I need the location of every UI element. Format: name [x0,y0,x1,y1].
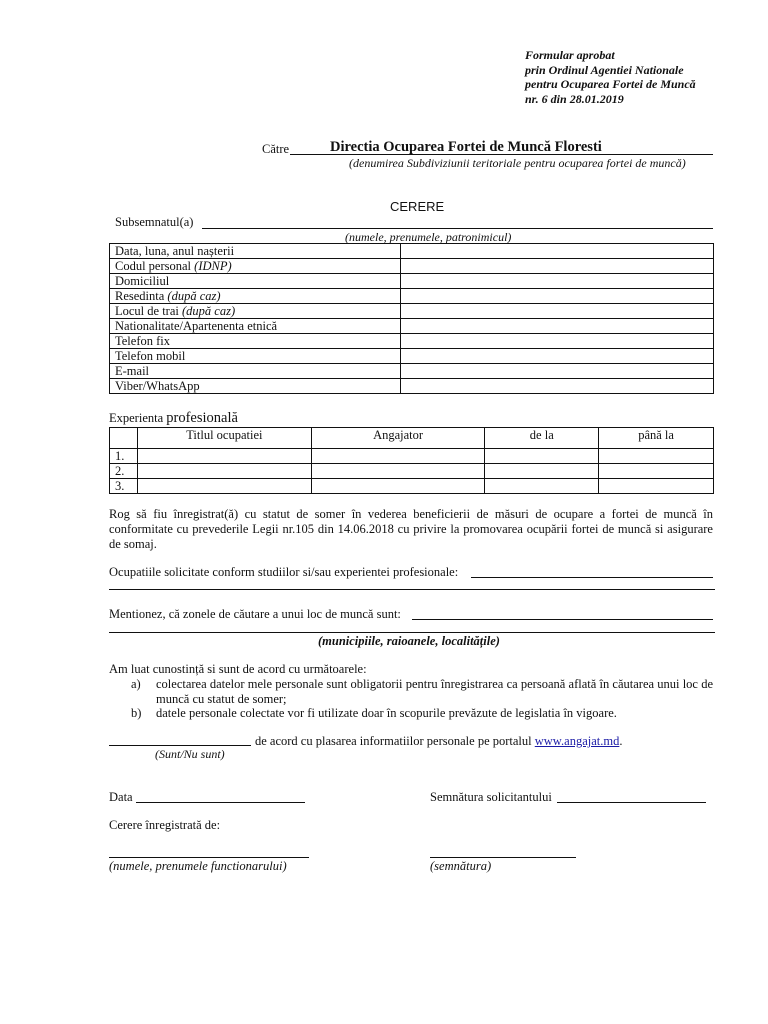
field-value-cell[interactable] [400,244,713,259]
recipient-label: Către [262,142,290,156]
official-signature-line[interactable] [430,857,576,858]
field-label: Nationalitate/Apartenenta etnică [110,319,401,334]
table-row [110,259,714,274]
zones-line-2[interactable] [109,632,715,633]
zones-label: Mentionez, că zonele de căutare a unui loc de muncă sunt: [109,607,401,621]
table-row [110,304,714,319]
table-row [110,319,714,334]
field-value-cell[interactable] [400,289,713,304]
from-date-cell[interactable] [485,479,599,494]
row-number: 3. [110,479,138,494]
row-number: 1. [110,449,138,464]
employer-cell[interactable] [311,464,485,479]
to-date-cell[interactable] [599,479,714,494]
table-row [110,479,714,494]
table-row [110,364,714,379]
date-label: Data [109,790,133,804]
agreement-text: de acord cu plasarea informatiilor personale pe portalul www.angajat.md. [255,734,623,748]
occupation-cell[interactable] [137,464,311,479]
field-value-cell[interactable] [400,304,713,319]
form-title: CERERE [390,199,445,214]
approval-note [525,48,740,106]
field-label: Codul personal (IDNP) [110,259,401,274]
occupations-line-2[interactable] [109,589,715,590]
consent-item: colectarea datelor mele personale sunt obligatorii pentru înregistrarea ca persoană aflată în căutarea unui loc de muncă cu statut de somer; [156,677,713,706]
experience-table [109,427,714,494]
zones-hint: (municipiile, raioanele, localitățile) [318,634,500,648]
request-paragraph: Rog să fiu înregistrat(ă) cu statut de somer în vederea beneficierii de măsuri de ocupare a fortei de muncă în conformitate cu prevederile Legii nr.105 din 14.06.2018 cu privire la promovarea ocupării fortei de muncă si asigurare de somaj. [109,507,713,551]
personal-data-table [109,243,714,394]
field-label: Data, luna, anul nașterii [110,244,401,259]
occupation-cell[interactable] [137,479,311,494]
approval-line: nr. 6 din 28.01.2019 [525,91,624,106]
table-row [110,349,714,364]
from-date-cell[interactable] [485,449,599,464]
consent-item: datele personale colectate vor fi utilizate doar în scopurile prevăzute de legislatia în vigoare. [156,706,617,720]
table-row [110,379,714,394]
table-row [110,289,714,304]
registered-label: Cerere înregistrată de: [109,818,221,832]
consent-intro: Am luat cunostință si sunt de acord cu următoarele: [109,662,367,676]
signature-line[interactable] [557,802,706,803]
official-name-hint: (numele, prenumele functionarului) [109,859,287,873]
table-row [110,334,714,349]
agreement-line[interactable] [109,745,251,746]
field-label: E-mail [110,364,401,379]
field-label: Domiciliul [110,274,401,289]
column-header: până la [599,428,714,449]
zones-line[interactable] [412,619,713,620]
applicant-label: Subsemnatul(a) [115,215,194,229]
field-label: Resedinta (după caz) [110,289,401,304]
approval-line: pentru Ocuparea Fortei de Muncă [525,77,696,91]
employer-cell[interactable] [311,479,485,494]
approval-line: prin Ordinul Agentiei Nationale [525,62,684,77]
portal-link[interactable]: www.angajat.md [534,734,620,748]
occupations-line[interactable] [471,577,713,578]
consent-marker: b) [131,706,142,720]
approval-line: Formular aprobat [525,48,615,62]
experience-heading: Experienta profesională [109,410,238,426]
field-value-cell[interactable] [400,334,713,349]
official-signature-hint: (semnătura) [430,859,492,873]
field-label: Locul de trai (după caz) [110,304,401,319]
applicant-name-line[interactable] [202,228,713,229]
column-header: Titlul ocupatiei [137,428,311,449]
to-date-cell[interactable] [599,464,714,479]
field-label: Telefon fix [110,334,401,349]
to-date-cell[interactable] [599,449,714,464]
applicant-hint: (numele, prenumele, patronimicul) [345,230,512,244]
official-name-line[interactable] [109,857,309,858]
field-value-cell[interactable] [400,379,713,394]
column-header [110,428,138,449]
field-value-cell[interactable] [400,319,713,334]
table-row [110,244,714,259]
table-header-row [110,428,714,449]
row-number: 2. [110,464,138,479]
field-value-cell[interactable] [400,274,713,289]
signature-label: Semnătura solicitantului [430,790,552,804]
column-header: Angajator [311,428,485,449]
table-row [110,464,714,479]
field-value-cell[interactable] [400,349,713,364]
field-value-cell[interactable] [400,364,713,379]
occupations-label: Ocupatiile solicitate conform studiilor si/sau experientei profesionale: [109,565,459,579]
from-date-cell[interactable] [485,464,599,479]
consent-marker: a) [131,677,141,691]
field-value-cell[interactable] [400,259,713,274]
field-label: Telefon mobil [110,349,401,364]
table-row [110,449,714,464]
field-label: Viber/WhatsApp [110,379,401,394]
column-header: de la [485,428,599,449]
employer-cell[interactable] [311,449,485,464]
recipient-value: Directia Ocuparea Fortei de Muncă Floresti [330,139,602,155]
date-line[interactable] [136,802,305,803]
recipient-hint: (denumirea Subdiviziunii teritoriale pentru ocuparea fortei de muncă) [349,156,686,170]
agreement-hint: (Sunt/Nu sunt) [155,747,225,761]
table-row [110,274,714,289]
occupation-cell[interactable] [137,449,311,464]
